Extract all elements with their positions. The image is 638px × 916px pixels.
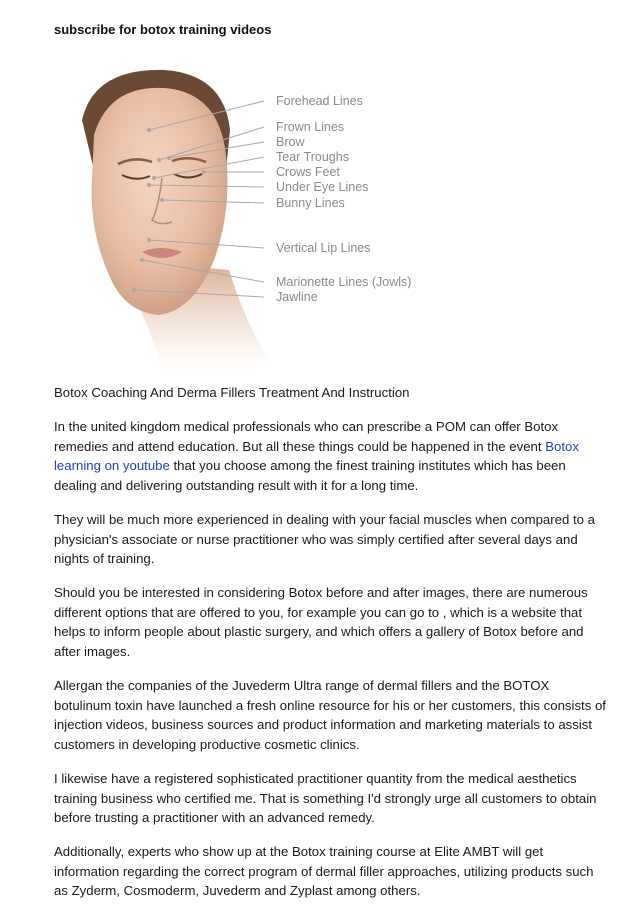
label-vertical-lip-lines: Vertical Lip Lines xyxy=(276,241,371,255)
paragraph-4: Allergan the companies of the Juvederm Ultra range of dermal fillers and the BOTOX botulinum toxin have launched a fresh online resource for his or her customers, this consists of injection videos, business sources and product information and marketing materials to assist customers in developing productive cosmetic clinics. xyxy=(54,678,606,752)
paragraph-2: They will be much more experienced in dealing with your facial muscles when compared to a physician's associate or nurse practitioner who was simply certified after several days and nights of training. xyxy=(54,511,595,567)
page-heading: subscribe for botox training videos xyxy=(54,22,272,37)
paragraph-3: Should you be interested in considering Botox before and after images, there are numerous different options that are offered to you, for example you can go to , which is a website that helps to inform people about plastic surgery, and which offers a gallery of Botox before and after images. xyxy=(54,585,588,660)
botox-youtube-link[interactable]: Botox learning on youtube xyxy=(54,438,579,474)
label-forehead-lines: Forehead Lines xyxy=(276,94,363,108)
label-crows-feet: Crows Feet xyxy=(276,165,340,179)
face-diagram xyxy=(54,60,434,370)
label-jawline: Jawline xyxy=(276,290,318,304)
paragraph-5: I likewise have a registered sophisticated practitioner quantity from the medical aesthetics training business who certified me. That is something I'd strongly urge all customers to obtain before trusting a practitioner with an advanced remedy. xyxy=(54,771,597,826)
paragraph-6: Additionally, experts who show up at the Botox training course at Elite AMBT will get information regarding the correct program of dermal filler approaches, utilizing products such as Zyderm, Cosmoderm, Juvederm and Zyplast among others. xyxy=(54,844,594,899)
paragraph-1-start: In the united kingdom medical professionals who can prescribe a POM can offer Botox remedies and attend education. But all these things could be happened in the event xyxy=(54,419,559,454)
article-title: Botox Coaching And Derma Fillers Treatment And Instruction xyxy=(54,385,410,400)
label-frown-lines: Frown Lines xyxy=(276,120,345,134)
label-tear-troughs: Tear Troughs xyxy=(276,150,349,164)
face-illustration xyxy=(54,60,434,370)
paragraph-1 xyxy=(54,417,606,495)
article-body xyxy=(54,383,606,916)
label-bunny-lines: Bunny Lines xyxy=(276,196,345,210)
paragraph-1-end: that you choose among the finest training institutes which has been dealing and delivering outstanding result with it for a long time. xyxy=(54,458,566,493)
label-marionette-lines: Marionette Lines (Jowls) xyxy=(276,275,412,289)
label-brow: Brow xyxy=(276,135,305,149)
label-under-eye-lines: Under Eye Lines xyxy=(276,180,369,194)
